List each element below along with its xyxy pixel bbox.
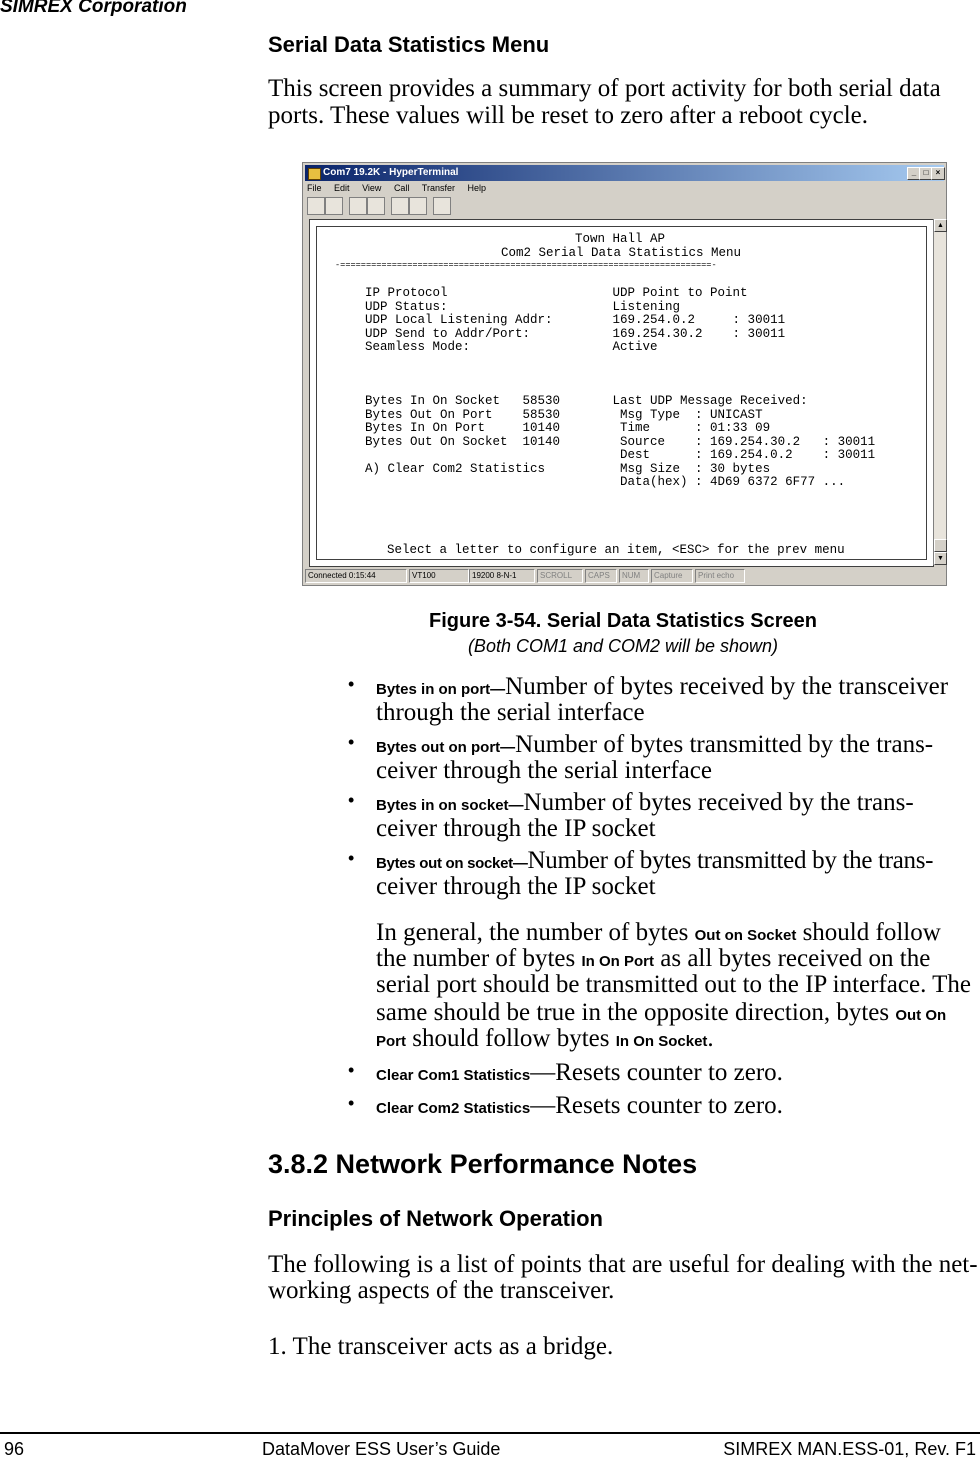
status-num: NUM	[619, 569, 649, 583]
new-icon[interactable]	[307, 197, 325, 215]
bullet-icon: •	[348, 790, 355, 810]
term-line-menu-name: Com2 Serial Data Statistics Menu	[501, 246, 742, 260]
properties-icon[interactable]	[433, 197, 451, 215]
keyword-out-on-socket: Out on Socket	[694, 927, 797, 944]
menu-help[interactable]: Help	[467, 183, 487, 193]
general-line-5	[376, 1024, 980, 1056]
bullet-term: Bytes out on socket—	[376, 855, 528, 872]
send-icon[interactable]	[391, 197, 409, 215]
term-line-send-addr: UDP Send to Addr/Port: 169.254.30.2 : 30011	[365, 327, 786, 341]
menu-view[interactable]: View	[362, 183, 382, 193]
term-line-seamless: Seamless Mode: Active	[365, 340, 658, 354]
terminal-screen[interactable]	[309, 219, 934, 567]
bullet-icon: •	[348, 1060, 355, 1080]
keyword-out-on: Out On	[895, 1007, 947, 1024]
term-line-dest: Dest : 169.254.0.2 : 30011	[365, 448, 876, 462]
status-settings: 19200 8-N-1	[469, 569, 535, 583]
bullet-term: Bytes out on port—	[376, 739, 516, 756]
keyword-port: Port	[376, 1033, 406, 1050]
page-number: 96	[4, 1439, 25, 1459]
menubar	[307, 181, 496, 195]
close-icon[interactable]: ×	[931, 167, 945, 180]
term-line-prompt: Select a letter to configure an item, <ESC> for the prev menu	[387, 543, 845, 557]
bullet-text: —Resets counter to zero.	[530, 1092, 783, 1119]
general-text: as all bytes received on the	[654, 945, 931, 972]
bullet-continuation: ceiver through the serial interface	[376, 757, 712, 784]
bullet-icon: •	[348, 732, 355, 752]
term-line-bytes-out-port: Bytes Out On Port 58530 Msg Type : UNICAST	[365, 408, 763, 422]
term-line-data-hex: Data(hex) : 4D69 6372 6F77 ...	[365, 475, 846, 489]
general-text: In general, the number of bytes	[376, 919, 695, 946]
section-heading: Serial Data Statistics Menu	[268, 32, 550, 57]
disconnect-icon[interactable]	[367, 197, 385, 215]
terminal-border	[316, 226, 927, 560]
status-capture: Capture	[651, 569, 693, 583]
status-caps: CAPS	[585, 569, 617, 583]
open-icon[interactable]	[325, 197, 343, 215]
phone-icon[interactable]	[349, 197, 367, 215]
numbered-item-1: 1. The transceiver acts as a bridge.	[268, 1333, 614, 1360]
bullet-continuation: through the serial interface	[376, 699, 645, 726]
general-line-3: serial port should be transmitted out to the IP interface. The	[376, 971, 971, 998]
scroll-down-icon[interactable]: ▼	[934, 552, 947, 565]
menu-transfer[interactable]: Transfer	[421, 183, 455, 193]
window-titlebar	[305, 165, 944, 181]
footer-rule	[0, 1432, 980, 1434]
minimize-icon[interactable]: _	[907, 167, 921, 180]
term-line-title: Town Hall AP	[575, 232, 666, 246]
bullet-term: Bytes in on socket—	[376, 797, 524, 814]
network-heading: 3.8.2 Network Performance Notes	[268, 1149, 698, 1179]
term-line-udp-status: UDP Status: Listening	[365, 300, 681, 314]
menu-edit[interactable]: Edit	[334, 183, 350, 193]
network-para-line-1: The following is a list of points that are useful for dealing with the net-	[268, 1251, 978, 1278]
menu-file[interactable]: File	[307, 183, 322, 193]
menu-call[interactable]: Call	[393, 183, 410, 193]
intro-line-2: ports. These values will be reset to zero after a reboot cycle.	[268, 102, 868, 129]
general-text: should follow bytes	[406, 1025, 616, 1052]
general-text: same should be true in the opposite direction, bytes	[376, 999, 896, 1026]
general-text: .	[707, 1025, 714, 1052]
bullet-icon: •	[348, 1093, 355, 1113]
bullet-text: —Resets counter to zero.	[530, 1059, 783, 1086]
term-line-bytes-in-port: Bytes In On Port 10140 Time : 01:33 09	[365, 421, 771, 435]
maximize-icon[interactable]: □	[919, 167, 933, 180]
bullet-continuation: ceiver through the IP socket	[376, 815, 656, 842]
general-text: should follow	[796, 919, 941, 946]
bullet-clear-com2	[376, 1091, 980, 1123]
network-subheading: Principles of Network Operation	[268, 1206, 603, 1231]
general-text: the number of bytes	[376, 945, 582, 972]
status-connected: Connected 0:15:44	[305, 569, 407, 583]
term-line-local-addr: UDP Local Listening Addr: 169.254.0.2 : 30011	[365, 313, 786, 327]
bullet-text: Number of bytes received by the transceiver	[505, 673, 949, 700]
status-emulation: VT100	[409, 569, 469, 583]
intro-line-1: This screen provides a summary of port activity for both serial data	[268, 75, 941, 102]
app-icon	[308, 168, 321, 180]
company-header: SIMREX Corporation	[0, 0, 187, 17]
receive-icon[interactable]	[409, 197, 427, 215]
hyperterminal-window	[302, 162, 947, 586]
statusbar	[305, 569, 944, 583]
bullet-clear-com1	[376, 1058, 980, 1090]
footer-title: DataMover ESS User’s Guide	[262, 1439, 501, 1459]
keyword-in-on-socket: In On Socket	[615, 1033, 708, 1050]
status-print-echo: Print echo	[695, 569, 745, 583]
term-line-clear-stats[interactable]: A) Clear Com2 Statistics Msg Size : 30 bytes	[365, 462, 771, 476]
bullet-text: Number of bytes transmitted by the trans-	[527, 847, 934, 874]
scroll-thumb[interactable]	[934, 539, 947, 552]
network-para-line-2: working aspects of the transceiver.	[268, 1277, 615, 1304]
bullet-text: Number of bytes received by the trans-	[523, 789, 914, 816]
figure-caption: Figure 3-54. Serial Data Statistics Screen	[429, 610, 817, 632]
keyword-in-on-port: In On Port	[581, 953, 655, 970]
bullet-icon: •	[348, 848, 355, 868]
footer-doc-id: SIMREX MAN.ESS-01, Rev. F1	[723, 1439, 976, 1459]
term-line-bytes-out-socket: Bytes Out On Socket 10140 Source : 169.254.30.2 : 30011	[365, 435, 876, 449]
term-line-ip-protocol: IP Protocol UDP Point to Point	[365, 286, 748, 300]
bullet-term: Clear Com2 Statistics	[376, 1100, 531, 1117]
bullet-term: Clear Com1 Statistics	[376, 1067, 531, 1084]
scroll-up-icon[interactable]: ▲	[934, 219, 947, 232]
bullet-text: Number of bytes transmitted by the trans-	[515, 731, 934, 758]
term-line-separator: -========================================================================-	[335, 260, 717, 270]
bullet-term: Bytes in on port—	[376, 681, 506, 698]
vertical-scrollbar[interactable]	[933, 219, 946, 565]
bullet-continuation: ceiver through the IP socket	[376, 873, 656, 900]
term-line-bytes-in-socket: Bytes In On Socket 58530 Last UDP Message Received:	[365, 394, 808, 408]
figure-subcaption: (Both COM1 and COM2 will be shown)	[467, 636, 779, 656]
window-title: Com7 19.2K - HyperTerminal	[323, 167, 459, 178]
status-scroll: SCROLL	[537, 569, 583, 583]
bullet-icon: •	[348, 674, 355, 694]
